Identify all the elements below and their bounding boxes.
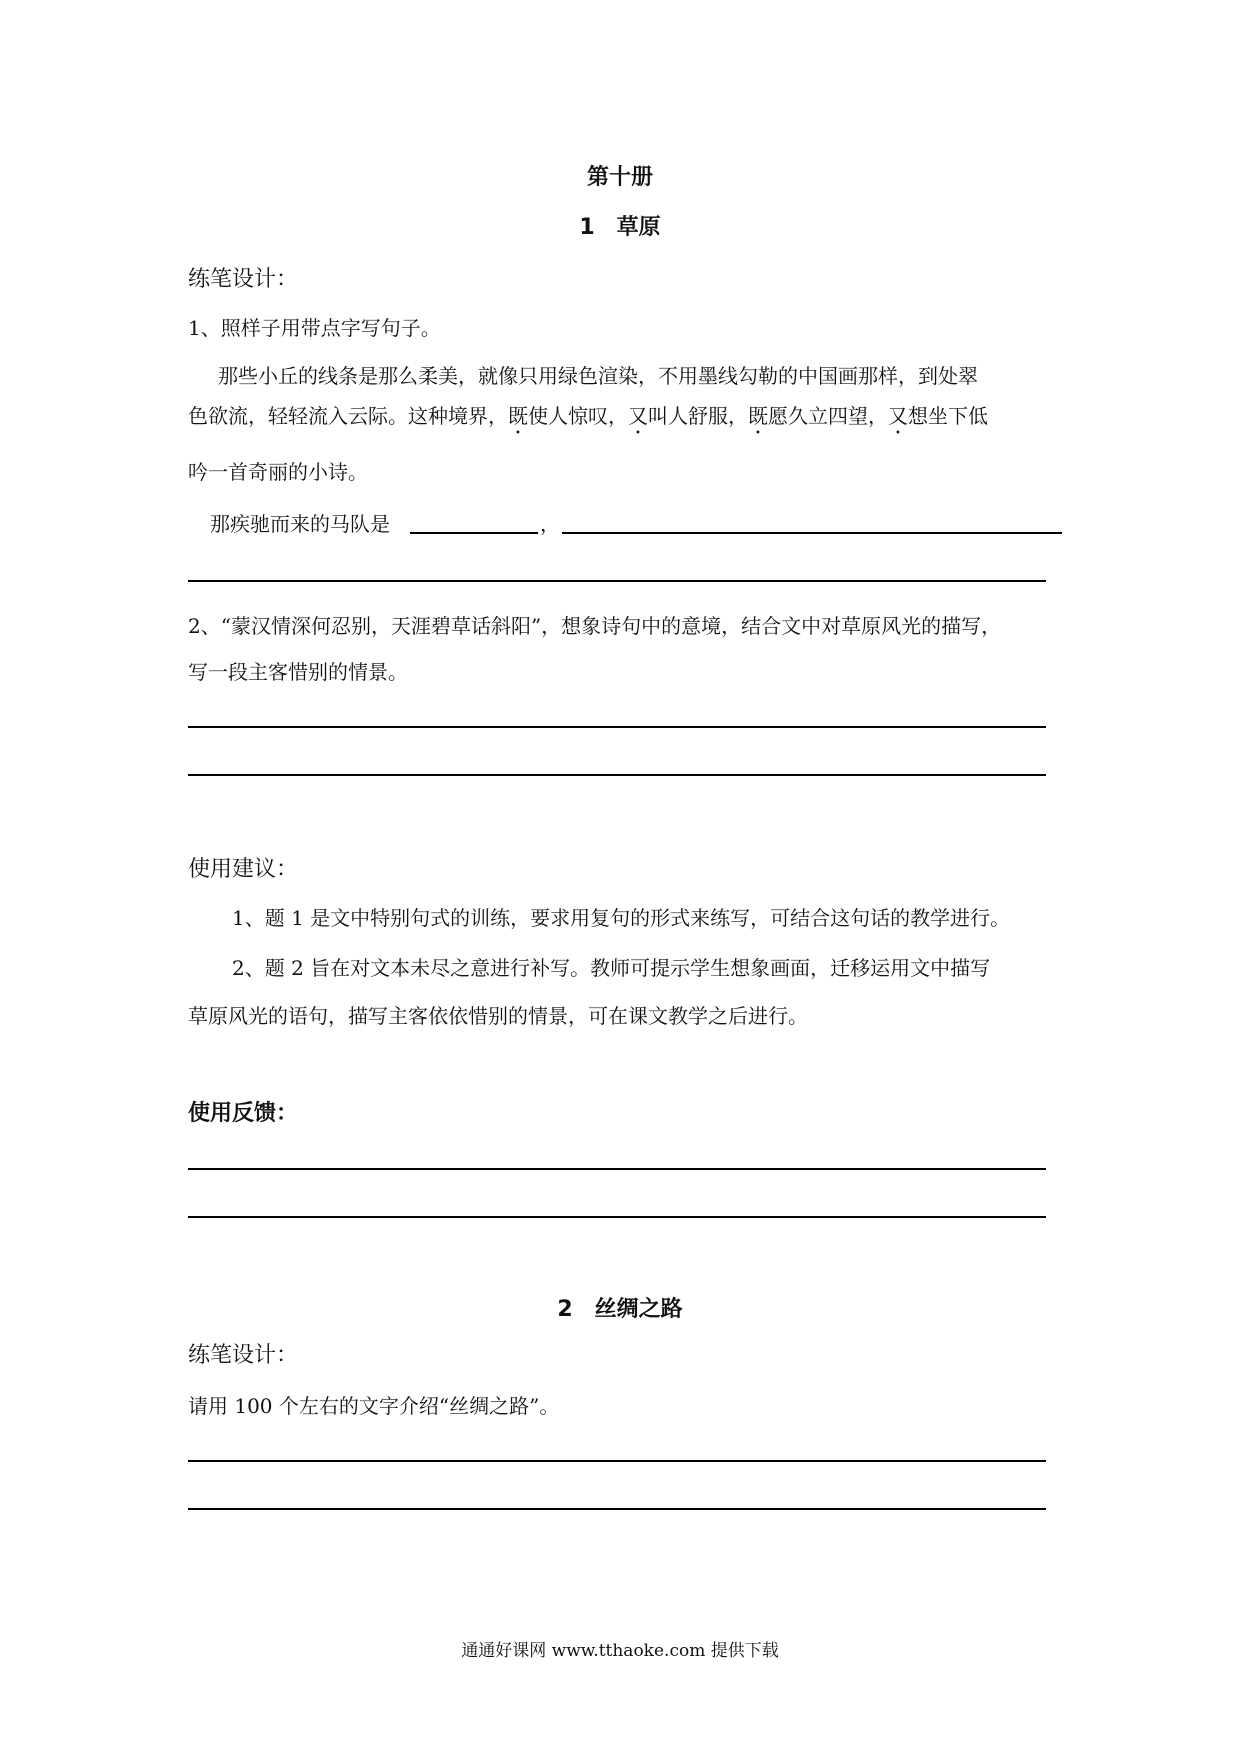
q2-line1: 2、“蒙汉情深何忍别，天涯碧草话斜阳”，想象诗句中的意境，结合文中对草原风光的描写， xyxy=(188,614,1002,638)
footer: 通通好课网 www.tthaoke.com 提供下载 xyxy=(461,1641,779,1661)
q1-fill-comma: ， xyxy=(540,512,560,536)
answer-line[interactable] xyxy=(188,580,1046,582)
answer-line[interactable] xyxy=(188,1508,1046,1510)
lesson2-practice-heading: 练笔设计： xyxy=(188,1343,299,1368)
fill-blank-short[interactable] xyxy=(410,532,538,534)
book-title: 第十册 xyxy=(586,165,653,190)
dotted-char: 又 xyxy=(888,404,908,428)
lesson2-q1: 请用 100 个左右的文字介绍“丝绸之路”。 xyxy=(188,1394,560,1418)
answer-line[interactable] xyxy=(188,726,1046,728)
answer-line[interactable] xyxy=(188,1460,1046,1462)
fill-blank-long[interactable] xyxy=(562,532,1062,534)
dotted-char: 既 xyxy=(508,404,528,428)
suggest2-line1: 2、题 2 旨在对文本未尽之意进行补写。教师可提示学生想象画面，迁移运用文中描写 xyxy=(232,956,991,980)
suggest-heading: 使用建议： xyxy=(188,857,299,882)
dotted-char: 既 xyxy=(748,404,768,428)
lesson1-practice-heading: 练笔设计： xyxy=(188,267,299,292)
q1-example-line1: 那些小丘的线条是那么柔美，就像只用绿色渲染，不用墨线勾勒的中国画那样，到处翠 xyxy=(218,364,978,388)
q2-line2: 写一段主客惜别的情景。 xyxy=(188,660,408,684)
answer-line[interactable] xyxy=(188,774,1046,776)
suggest2-line2: 草原风光的语句，描写主客依依惜别的情景，可在课文教学之后进行。 xyxy=(188,1004,808,1028)
answer-line[interactable] xyxy=(188,1168,1046,1170)
lesson2-title: 2 丝绸之路 xyxy=(557,1297,683,1322)
feedback-heading: 使用反馈： xyxy=(188,1101,299,1126)
answer-line[interactable] xyxy=(188,1216,1046,1218)
suggest1: 1、题 1 是文中特别句式的训练，要求用复句的形式来练写，可结合这句话的教学进行。 xyxy=(232,906,1011,930)
lesson1-title: 1 草原 xyxy=(579,215,661,240)
q1-fill-prompt: 那疾驰而来的马队是 xyxy=(210,512,390,536)
q1-example-line2: 色欲流，轻轻流入云际。这种境界，既使人惊叹，又叫人舒服，既愿久立四望，又想坐下低 xyxy=(188,404,988,428)
dotted-char: 又 xyxy=(628,404,648,428)
q1-example-line3: 吟一首奇丽的小诗。 xyxy=(188,460,368,484)
q1-instruction: 1、照样子用带点字写句子。 xyxy=(188,316,441,340)
